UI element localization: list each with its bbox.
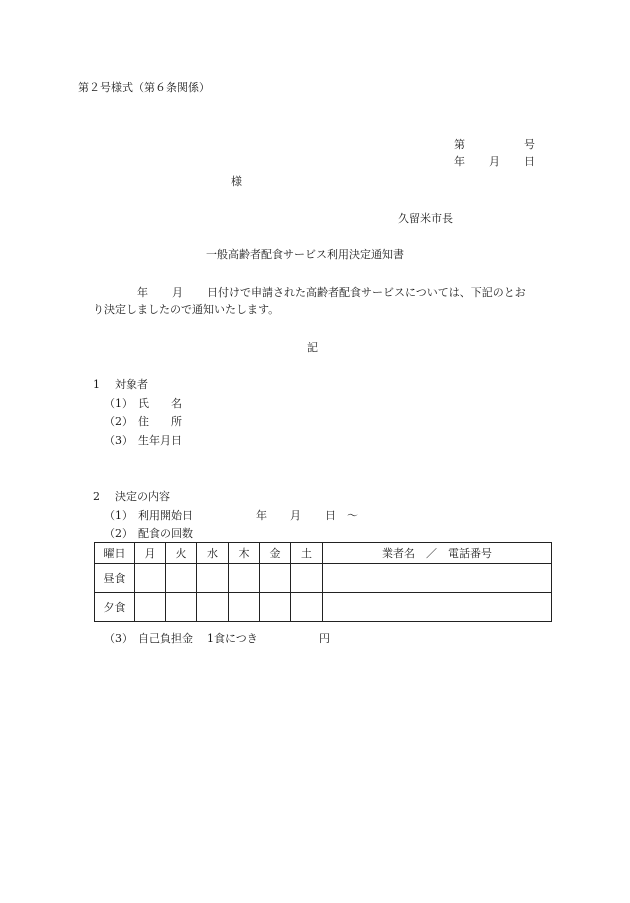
header-sat: 土 [291,543,323,564]
issuer: 久留米市長 [398,212,453,225]
row-label-dinner: 夕食 [95,593,135,622]
cell [260,564,291,593]
cell [229,564,260,593]
name-label: 氏 名 [138,397,182,410]
header-thu: 木 [229,543,260,564]
issue-year: 年 [454,155,465,168]
cell [166,564,197,593]
body-line2: り決定しましたので通知いたします。 [93,303,280,316]
cell [135,593,166,622]
ki-mark: 記 [307,341,318,354]
item-num: （3） [104,632,133,645]
item-num: （1） [104,397,133,410]
form-label: 第２号様式（第６条関係） [78,81,210,94]
header-provider: 業者名 ／ 電話番号 [323,543,552,564]
address-label: 住 所 [138,415,182,428]
cell [197,564,229,593]
section1-heading: 対象者 [115,378,148,391]
body-year: 年 [137,286,148,299]
ref-prefix: 第 [454,138,465,151]
cell [166,593,197,622]
item-num: （1） [104,509,133,522]
header-mon: 月 [135,543,166,564]
start-date-label: 利用開始日 [138,509,193,522]
cell [260,593,291,622]
start-year: 年 [256,509,267,522]
table-row [95,593,552,622]
cell [323,564,552,593]
table-header-row [95,543,552,564]
item-num: （2） [104,527,133,540]
addressee-suffix: 様 [231,175,242,188]
document-title: 一般高齢者配食サービス利用決定通知書 [206,248,404,261]
body-line1: 日付けで申請された高齢者配食サービスについては、下記のとお [207,286,526,299]
section2-heading: 決定の内容 [115,490,170,503]
table-row [95,564,552,593]
start-month: 月 [290,509,301,522]
header-tue: 火 [166,543,197,564]
body-month: 月 [172,286,183,299]
frequency-label: 配食の回数 [138,527,193,540]
cell [135,564,166,593]
cell [323,593,552,622]
header-wed: 水 [197,543,229,564]
item-num: （2） [104,415,133,428]
item-num: （3） [104,434,133,447]
yen-unit: 円 [319,632,330,645]
meal-schedule-table [94,542,552,622]
row-label-lunch: 昼食 [95,564,135,593]
cell [291,593,323,622]
per-meal: 1食につき [207,632,258,645]
issue-day: 日 [524,155,535,168]
ref-suffix: 号 [524,138,535,151]
header-day: 曜日 [95,543,135,564]
cell [229,593,260,622]
burden-label: 自己負担金 [138,632,193,645]
tilde: ～ [347,509,358,522]
cell [197,593,229,622]
issue-month: 月 [489,155,500,168]
header-fri: 金 [260,543,291,564]
start-day: 日 [325,509,336,522]
birthdate-label: 生年月日 [138,434,182,447]
section2-num: 2 [93,490,100,503]
cell [291,564,323,593]
section1-num: 1 [93,378,100,391]
